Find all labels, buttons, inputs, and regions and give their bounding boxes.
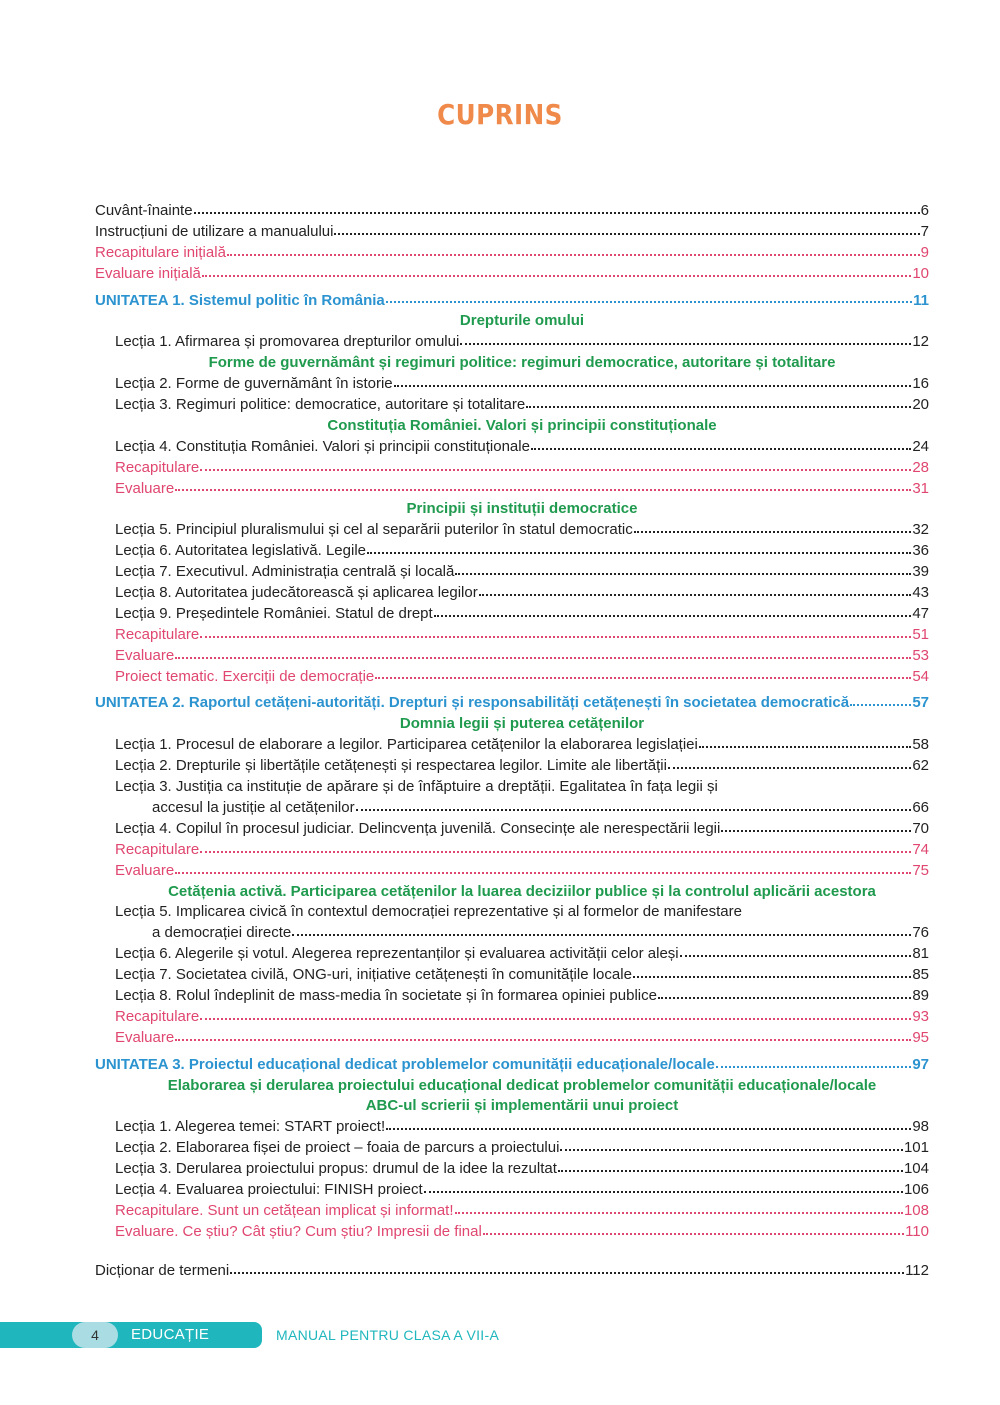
recap-page: 51 xyxy=(912,625,929,643)
toc-unit-2[interactable] xyxy=(95,693,929,714)
toc-evaluation[interactable] xyxy=(95,1222,929,1243)
lesson-page: 36 xyxy=(912,542,929,560)
lesson-label: Lecția 7. Executivul. Administrația centrală și locală xyxy=(115,563,455,581)
recap-label: Recapitulare. Sunt un cetățean implicat și informat! xyxy=(115,1201,454,1219)
lesson-label: Lecția 3. Regimuri politice: democratice, autoritare și totalitare xyxy=(115,396,526,414)
lesson-page: 62 xyxy=(912,757,929,775)
lesson-label: Lecția 4. Copilul în procesul judiciar. Delincvența juvenilă. Consecințe ale nerespectării legii xyxy=(115,819,721,837)
lesson-page: 98 xyxy=(912,1118,929,1136)
toc-entry[interactable] xyxy=(95,243,929,264)
dot-leader xyxy=(716,1066,911,1068)
lesson-page: 32 xyxy=(912,521,929,539)
dot-leader xyxy=(634,531,912,533)
evaluation-page: 95 xyxy=(912,1028,929,1046)
recap-label: Recapitulare xyxy=(115,625,200,643)
section-heading: Elaborarea și derularea proiectului educațional dedicat problemelor comunității educaționale/locale xyxy=(167,1076,877,1094)
toc-lesson[interactable] xyxy=(95,395,929,416)
dot-leader xyxy=(434,615,912,617)
toc-entry-label: Recapitulare inițială xyxy=(95,243,226,261)
lesson-page: 43 xyxy=(912,584,929,602)
lesson-page: 47 xyxy=(912,604,929,622)
recap-label: Recapitulare xyxy=(115,840,200,858)
dot-leader xyxy=(375,677,911,679)
section-heading: Constituția României. Valori și principii constituționale xyxy=(327,416,717,434)
project-label: Proiect tematic. Exerciții de democrație xyxy=(115,667,375,685)
dot-leader xyxy=(367,552,911,554)
section-heading: Cetățenia activă. Participarea cetățenilor la luarea deciziilor publice și la controlul aplicării acestora xyxy=(168,882,876,900)
lesson-page: 66 xyxy=(912,798,929,816)
evaluation-label: Evaluare. Ce știu? Cât știu? Cum știu? Impresii de final xyxy=(115,1222,482,1240)
dot-leader xyxy=(658,997,911,999)
lesson-label: Lecția 2. Elaborarea fișei de proiect – foaia de parcurs a proiectului xyxy=(115,1139,560,1157)
dot-leader xyxy=(560,1149,903,1151)
toc-recap[interactable] xyxy=(95,625,929,646)
dot-leader xyxy=(202,275,911,277)
lesson-label: Lecția 1. Procesul de elaborare a legilor. Participarea cetățenilor la elaborarea legislației xyxy=(115,736,698,754)
evaluation-page: 53 xyxy=(912,646,929,664)
lesson-page: 81 xyxy=(912,945,929,963)
toc-evaluation[interactable] xyxy=(95,1028,929,1049)
lesson-label: accesul la justiție al cetățenilor xyxy=(152,798,355,816)
toc-recap[interactable] xyxy=(95,1007,929,1028)
dot-leader xyxy=(230,1272,904,1274)
evaluation-page: 110 xyxy=(905,1222,929,1240)
lesson-page: 20 xyxy=(912,396,929,414)
footer-subject: EDUCAȚIE SOCIALĂ xyxy=(131,1326,210,1369)
toc-lesson[interactable] xyxy=(95,1180,929,1201)
toc-lesson[interactable] xyxy=(95,1159,929,1180)
evaluation-page: 75 xyxy=(912,861,929,879)
toc-evaluation[interactable] xyxy=(95,479,929,500)
toc-entry[interactable] xyxy=(95,201,929,222)
lesson-label: Lecția 2. Drepturile și libertățile cetățenești și respectarea legilor. Limite ale libertății xyxy=(115,757,667,775)
lesson-label: Lecția 2. Forme de guvernământ în istorie xyxy=(115,375,393,393)
lesson-page: 58 xyxy=(912,736,929,754)
toc-lesson[interactable] xyxy=(95,520,929,541)
lesson-label: Lecția 1. Alegerea temei: START proiect! xyxy=(115,1118,386,1136)
toc-lesson-line1[interactable] xyxy=(95,777,929,798)
evaluation-label: Evaluare xyxy=(115,861,175,879)
lesson-label: Lecția 5. Principiul pluralismului și cel al separării puterilor în statul democratic xyxy=(115,521,633,539)
section-heading: ABC-ul scrierii și implementării unui proiect xyxy=(365,1097,679,1115)
toc-lesson[interactable] xyxy=(95,562,929,583)
toc-lesson[interactable] xyxy=(95,819,929,840)
toc-entry-label: Cuvânt-înainte xyxy=(95,202,193,219)
footer-manual-title: MANUAL PENTRU CLASA A VII-A xyxy=(276,1327,500,1343)
evaluation-label: Evaluare xyxy=(115,479,175,497)
dot-leader xyxy=(194,212,920,214)
toc-dictionary[interactable] xyxy=(95,1261,929,1282)
lesson-page: 24 xyxy=(912,437,929,455)
toc-entry-page: 10 xyxy=(912,264,929,282)
toc-project[interactable] xyxy=(95,667,929,688)
unit-page: 57 xyxy=(912,694,929,712)
section-heading: Principii și instituții democratice xyxy=(406,500,638,518)
page-title: CUPRINS xyxy=(437,98,563,131)
dot-leader xyxy=(483,1233,904,1235)
lesson-label: a democrației directe xyxy=(152,924,292,942)
lesson-page: 89 xyxy=(912,986,929,1004)
dot-leader xyxy=(175,489,911,491)
unit-title: UNITATEA 1. Sistemul politic în România xyxy=(95,291,385,309)
lesson-label: Lecția 3. Justiția ca instituție de apărare și de înfăptuire a dreptății. Egalitatea în fața legii și xyxy=(115,778,718,796)
dot-leader xyxy=(200,1018,911,1020)
lesson-page: 76 xyxy=(912,924,929,942)
lesson-page: 12 xyxy=(912,333,929,351)
lesson-page: 85 xyxy=(912,966,929,984)
recap-page: 28 xyxy=(912,458,929,476)
recap-page: 74 xyxy=(912,840,929,858)
dot-leader xyxy=(699,746,911,748)
toc-entry[interactable] xyxy=(95,222,929,243)
dot-leader xyxy=(633,976,911,978)
recap-label: Recapitulare xyxy=(115,1007,200,1025)
dot-leader xyxy=(175,872,911,874)
toc-unit-3[interactable] xyxy=(95,1055,929,1076)
lesson-label: Lecția 4. Constituția României. Valori și principii constituționale xyxy=(115,437,530,455)
project-page: 54 xyxy=(912,667,929,685)
toc-evaluation[interactable] xyxy=(95,861,929,882)
toc-recap[interactable] xyxy=(95,1201,929,1222)
evaluation-label: Evaluare xyxy=(115,646,175,664)
dot-leader xyxy=(386,1128,911,1130)
toc-lesson[interactable] xyxy=(95,986,929,1007)
unit-title: UNITATEA 2. Raportul cetățeni-autorități. Drepturi și responsabilități cetățenești în societatea democratică xyxy=(95,694,850,712)
footer-bar xyxy=(0,1322,262,1369)
toc-entry-label: Dicționar de termeni xyxy=(95,1261,230,1279)
dot-leader xyxy=(558,1170,903,1172)
unit-title: UNITATEA 3. Proiectul educațional dedicat problemelor comunității educaționale/locale xyxy=(95,1055,715,1073)
toc-entry-label: Instrucțiuni de utilizare a manualului xyxy=(95,222,334,240)
dot-leader xyxy=(356,809,912,811)
unit-page: 97 xyxy=(912,1055,929,1073)
dot-leader xyxy=(455,573,911,575)
toc-entry-page: 6 xyxy=(920,202,929,219)
toc-entry[interactable] xyxy=(95,264,929,285)
lesson-page: 106 xyxy=(903,1180,929,1198)
toc-lesson[interactable] xyxy=(95,1117,929,1138)
dot-leader xyxy=(460,343,911,345)
toc-lesson[interactable] xyxy=(95,965,929,986)
dot-leader xyxy=(394,385,912,387)
toc-evaluation[interactable] xyxy=(95,646,929,667)
section-heading: Drepturile omului xyxy=(459,312,585,330)
recap-page: 93 xyxy=(912,1007,929,1025)
lesson-label: Lecția 9. Președintele României. Statul de drept xyxy=(115,604,433,622)
evaluation-page: 31 xyxy=(912,479,929,497)
dot-leader xyxy=(721,830,911,832)
toc-lesson[interactable] xyxy=(95,1138,929,1159)
section-heading: Forme de guvernământ și regimuri politice: regimuri democratice, autoritare și totalitare xyxy=(208,354,836,372)
dot-leader xyxy=(175,657,911,659)
page-number-badge: 4 xyxy=(72,1322,118,1348)
lesson-page: 70 xyxy=(912,819,929,837)
toc-lesson[interactable] xyxy=(95,374,929,395)
lesson-label: Lecția 3. Derularea proiectului propus: drumul de la idee la rezultat xyxy=(115,1160,557,1178)
lesson-label: Lecția 4. Evaluarea proiectului: FINISH proiect xyxy=(115,1180,423,1198)
lesson-page: 39 xyxy=(912,563,929,581)
dot-leader xyxy=(424,1191,903,1193)
lesson-label: Lecția 7. Societatea civilă, ONG-uri, inițiative cetățenești în comunitățile locale xyxy=(115,966,632,984)
toc-lesson[interactable] xyxy=(95,944,929,965)
dot-leader xyxy=(680,955,912,957)
toc-lesson-line1[interactable] xyxy=(95,902,929,923)
lesson-label: Lecția 8. Autoritatea judecătorească și aplicarea legilor xyxy=(115,584,478,602)
toc-lesson[interactable] xyxy=(95,735,929,756)
lesson-label: Lecția 5. Implicarea civică în contextul democrației reprezentative și al formelor de manifestare xyxy=(115,903,742,921)
lesson-label: Lecția 8. Rolul îndeplinit de mass-media în societate și în formarea opiniei publice xyxy=(115,986,657,1004)
toc-entry-page: 112 xyxy=(905,1261,929,1279)
toc-recap[interactable] xyxy=(95,840,929,861)
lesson-label: Lecția 6. Autoritatea legislativă. Legile xyxy=(115,542,366,560)
dot-leader xyxy=(292,934,911,936)
section-heading: Domnia legii și puterea cetățenilor xyxy=(399,715,645,733)
dot-leader xyxy=(200,851,911,853)
dot-leader xyxy=(668,767,911,769)
dot-leader xyxy=(386,301,912,303)
recap-page: 108 xyxy=(903,1201,929,1219)
toc-lesson[interactable] xyxy=(95,583,929,604)
dot-leader xyxy=(334,233,919,235)
lesson-label: Lecția 1. Afirmarea și promovarea drepturilor omului xyxy=(115,333,460,351)
toc-recap[interactable] xyxy=(95,458,929,479)
toc-lesson[interactable] xyxy=(95,756,929,777)
toc-lesson[interactable] xyxy=(95,604,929,625)
table-of-contents xyxy=(95,201,929,1282)
toc-lesson-line2[interactable] xyxy=(95,798,929,819)
toc-entry-label: Evaluare inițială xyxy=(95,264,201,282)
lesson-label: Lecția 6. Alegerile și votul. Alegerea reprezentanților și evaluarea activității celor aleși xyxy=(115,945,679,963)
toc-entry-page: 9 xyxy=(920,243,929,261)
dot-leader xyxy=(531,448,911,450)
dot-leader xyxy=(227,254,920,256)
dot-leader xyxy=(526,406,911,408)
dot-leader xyxy=(850,704,911,706)
toc-lesson[interactable] xyxy=(95,332,929,353)
lesson-page: 16 xyxy=(912,375,929,393)
dot-leader xyxy=(200,636,911,638)
dot-leader xyxy=(455,1212,903,1214)
toc-lesson[interactable] xyxy=(95,437,929,458)
lesson-page: 101 xyxy=(903,1139,929,1157)
dot-leader xyxy=(175,1039,911,1041)
toc-lesson-line2[interactable] xyxy=(95,923,929,944)
lesson-page: 104 xyxy=(903,1160,929,1178)
unit-page: 11 xyxy=(913,291,929,309)
recap-label: Recapitulare xyxy=(115,458,200,476)
dot-leader xyxy=(479,594,912,596)
toc-lesson[interactable] xyxy=(95,541,929,562)
evaluation-label: Evaluare xyxy=(115,1028,175,1046)
toc-entry-page: 7 xyxy=(920,222,929,240)
dot-leader xyxy=(200,469,911,471)
toc-unit-1[interactable] xyxy=(95,291,929,312)
